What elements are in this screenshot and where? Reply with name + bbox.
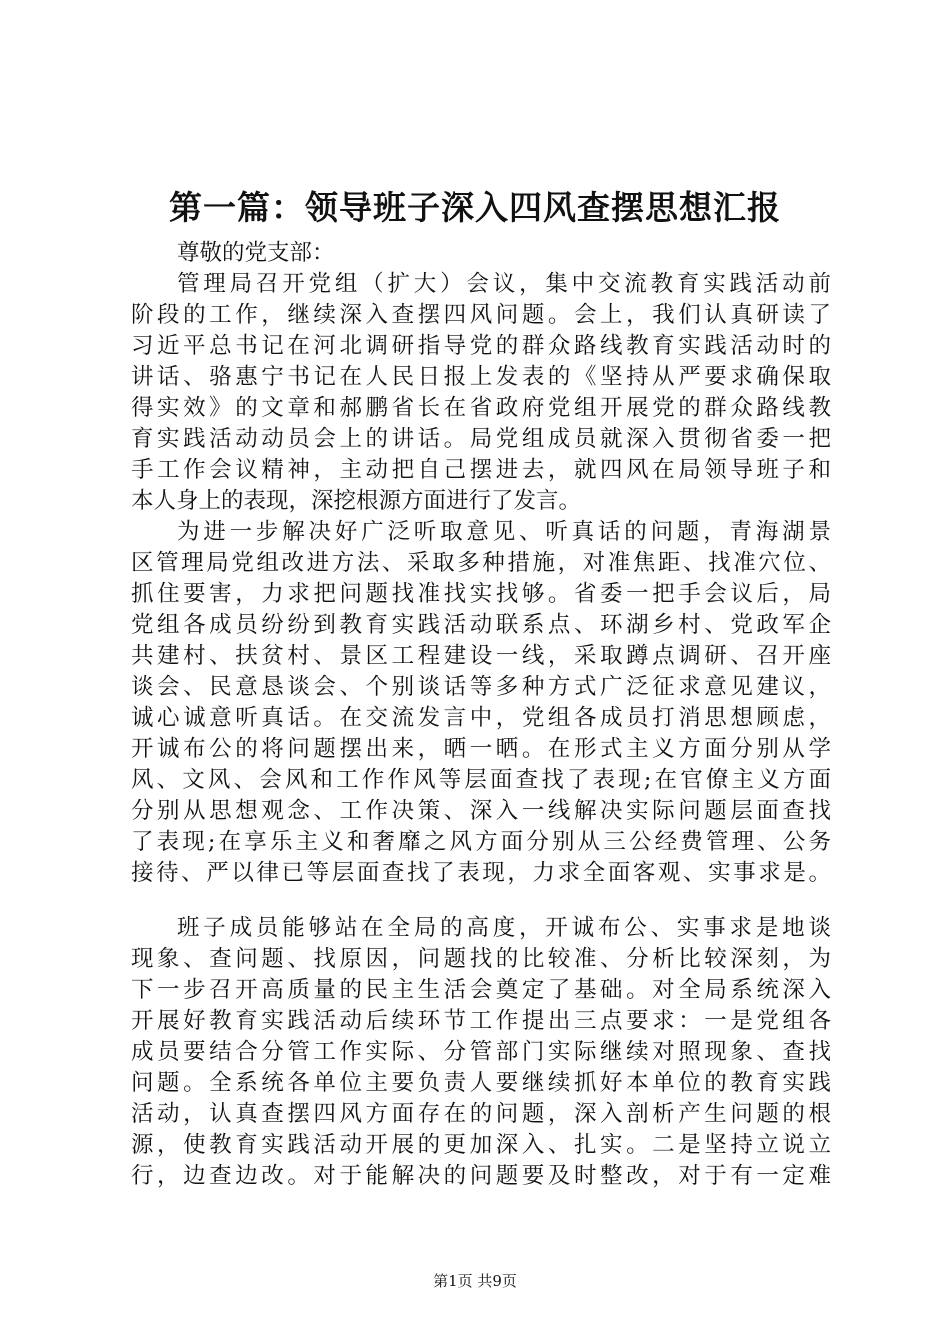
text-line: 谈会、民意恳谈会、个别谈话等多种方式广泛征求意见建议，	[131, 674, 831, 700]
document-body	[131, 238, 831, 1192]
text-line: 风、文风、会风和工作作风等层面查找了表现;在官僚主义方面	[131, 767, 831, 793]
text-line: 现象、查问题、找原因，问题找的比较准、分析比较深刻，为	[131, 946, 831, 972]
text-line: 抓住要害，力求把问题找准找实找够。省委一把手会议后，局	[131, 581, 831, 607]
text-line: 开展好教育实践活动后续环节工作提出三点要求：一是党组各	[131, 1008, 831, 1034]
text-line: 接待、严以律已等层面查找了表现，力求全面客观、实事求是。	[131, 860, 831, 886]
text-line: 讲话、骆惠宁书记在人民日报上发表的《坚持从严要求确保取	[131, 364, 831, 390]
text-line: 诚心诚意听真话。在交流发言中，党组各成员打消思想顾虑，	[131, 705, 831, 731]
text-line: 行，边查边改。对于能解决的问题要及时整改，对于有一定难	[131, 1163, 831, 1189]
paragraph-2	[131, 517, 831, 889]
text-line: 育实践活动动员会上的讲话。局党组成员就深入贯彻省委一把	[131, 426, 831, 452]
text-line: 得实效》的文章和郝鹏省长在省政府党组开展党的群众路线教	[131, 395, 831, 421]
text-line: 源，使教育实践活动开展的更加深入、扎实。二是坚持立说立	[131, 1132, 831, 1158]
text-line: 开诚布公的将问题摆出来，晒一晒。在形式主义方面分别从学	[131, 736, 831, 762]
paragraph-3	[131, 913, 831, 1192]
page-number: 第1页 共9页	[433, 1272, 517, 1290]
text-line: 习近平总书记在河北调研指导党的群众路线教育实践活动时的	[131, 333, 831, 359]
document-title: 第一篇：领导班子深入四风查摆思想汇报	[169, 188, 781, 227]
text-line: 管理局召开党组（扩大）会议，集中交流教育实践活动前	[177, 271, 831, 297]
text-line: 阶段的工作，继续深入查摆四风问题。会上，我们认真研读了	[131, 302, 831, 328]
text-line: 分别从思想观念、工作决策、深入一线解决实际问题层面查找	[131, 798, 831, 824]
text-line: 活动，认真查摆四风方面存在的问题，深入剖析产生问题的根	[131, 1101, 831, 1127]
text-line: 班子成员能够站在全局的高度，开诚布公、实事求是地谈	[177, 915, 831, 941]
text-line: 区管理局党组改进方法、采取多种措施，对准焦距、找准穴位、	[131, 550, 831, 576]
paragraph-1	[131, 269, 831, 517]
salutation: 尊敬的党支部：	[177, 240, 335, 266]
paragraph-spacer	[131, 889, 831, 913]
text-line: 了表现;在享乐主义和奢靡之风方面分别从三公经费管理、公务	[131, 829, 831, 855]
text-line: 共建村、扶贫村、景区工程建设一线，采取蹲点调研、召开座	[131, 643, 831, 669]
text-line: 党组各成员纷纷到教育实践活动联系点、环湖乡村、党政军企	[131, 612, 831, 638]
text-line: 手工作会议精神，主动把自己摆进去，就四风在局领导班子和	[131, 457, 831, 483]
text-line: 问题。全系统各单位主要负责人要继续抓好本单位的教育实践	[131, 1070, 831, 1096]
text-line: 为进一步解决好广泛听取意见、听真话的问题，青海湖景	[177, 519, 831, 545]
text-line: 下一步召开高质量的民主生活会奠定了基础。对全局系统深入	[131, 977, 831, 1003]
text-line: 成员要结合分管工作实际、分管部门实际继续对照现象、查找	[131, 1039, 831, 1065]
text-line: 本人身上的表现，深挖根源方面进行了发言。	[131, 488, 582, 514]
